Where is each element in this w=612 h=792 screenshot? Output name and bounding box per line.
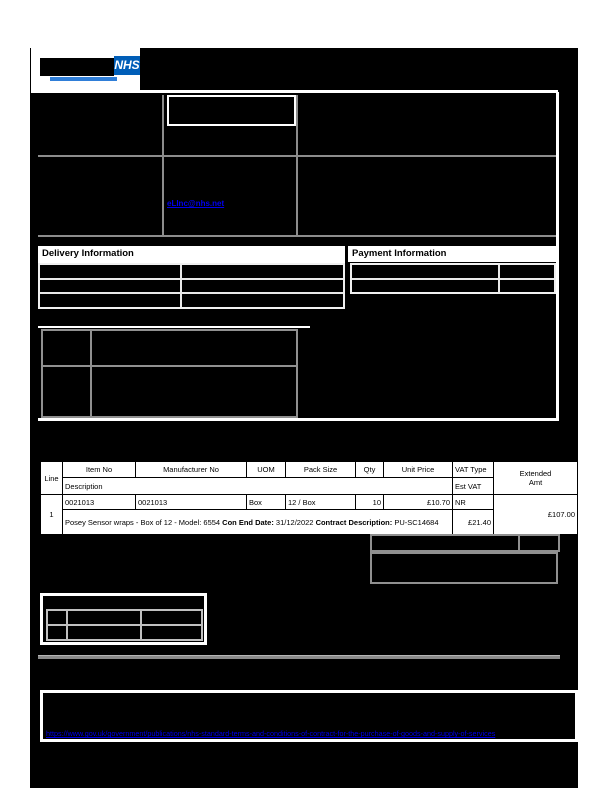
con-end-date-label: Con End Date: (222, 517, 274, 527)
item-vat-type: NR (453, 495, 494, 510)
payment-information-table (350, 263, 556, 294)
authorisation-box-redacted (40, 593, 207, 645)
delivery-information-table (38, 263, 345, 309)
authorisation-table-redacted (46, 609, 203, 641)
col-header-manufacturer-no: Manufacturer No (136, 462, 247, 478)
table-row (41, 495, 578, 510)
redacted-cell (68, 611, 140, 624)
item-est-vat: £21.40 (453, 510, 494, 535)
redacted-cell (352, 265, 498, 278)
line-items-section (40, 461, 577, 535)
order-number-box-redacted (167, 95, 296, 126)
item-manufacturer-no: 0021013 (136, 495, 247, 510)
item-uom: Box (247, 495, 286, 510)
col-header-extended-amt: Extended Amt (494, 462, 578, 495)
col-header-item-no: Item No (63, 462, 136, 478)
item-extended-amt: £107.00 (494, 495, 578, 535)
redacted-total-value (520, 534, 560, 552)
redacted-cell (142, 626, 201, 639)
redacted-cell (43, 367, 90, 416)
redacted-cell (182, 294, 343, 307)
redacted-cell (182, 265, 343, 278)
col-header-pack-size: Pack Size (286, 462, 356, 478)
redacted-cell (48, 626, 66, 639)
redacted-trust-name (40, 58, 114, 76)
col-header-qty: Qty (356, 462, 384, 478)
item-pack-size: 12 / Box (286, 495, 356, 510)
payment-information-header: Payment Information (348, 246, 558, 262)
section-divider (38, 326, 310, 328)
terms-and-conditions-box (40, 690, 578, 742)
redacted-cell (500, 280, 554, 293)
redacted-cell (92, 331, 296, 365)
redacted-cell (43, 331, 90, 365)
grid-line-vertical (296, 95, 298, 236)
redacted-total-label (370, 534, 520, 552)
supplier-details-table-redacted (41, 329, 298, 418)
redacted-cell (92, 367, 296, 416)
item-qty: 10 (356, 495, 384, 510)
redacted-cell (352, 280, 498, 293)
col-header-line: Line (41, 462, 63, 495)
line-items-table (40, 461, 578, 535)
logo-underline (50, 77, 117, 81)
delivery-information-header: Delivery Information (38, 246, 345, 263)
header-divider (31, 90, 558, 93)
redacted-cell (48, 611, 66, 624)
totals-row-redacted (370, 534, 560, 552)
redacted-cell (40, 294, 180, 307)
grid-line-vertical (162, 95, 164, 236)
nhs-logo: NHS (114, 56, 140, 75)
redacted-cell (500, 265, 554, 278)
item-description: Posey Sensor wraps - Box of 12 - Model: 6554 Con End Date: 31/12/2022 Contract Description: PU-SC14684 (63, 510, 453, 535)
email-link[interactable]: eLInc@nhs.net (167, 199, 225, 208)
redacted-cell (182, 280, 343, 293)
col-header-description: Description (63, 478, 453, 495)
footer-divider (38, 655, 560, 659)
col-header-unit-price: Unit Price (384, 462, 453, 478)
redacted-cell (68, 626, 140, 639)
terms-url-link[interactable]: https://www.gov.uk/government/publications/nhs-standard-terms-and-conditions-of-contract-for-the-purchase-of-goods-and-supply-of-services (46, 729, 496, 738)
section-divider (38, 418, 558, 421)
redacted-cell (142, 611, 201, 624)
redacted-cell (40, 265, 180, 278)
grid-line-horizontal (38, 155, 558, 157)
grid-line-horizontal (38, 235, 558, 237)
contract-description-label: Contract Description: (315, 517, 393, 527)
col-header-est-vat: Est VAT (453, 478, 494, 495)
col-header-uom: UOM (247, 462, 286, 478)
col-header-vat-type: VAT Type (453, 462, 494, 478)
item-line-number: 1 (41, 495, 63, 535)
item-no: 0021013 (63, 495, 136, 510)
item-unit-price: £10.70 (384, 495, 453, 510)
totals-box-redacted (370, 552, 558, 584)
redacted-cell (40, 280, 180, 293)
